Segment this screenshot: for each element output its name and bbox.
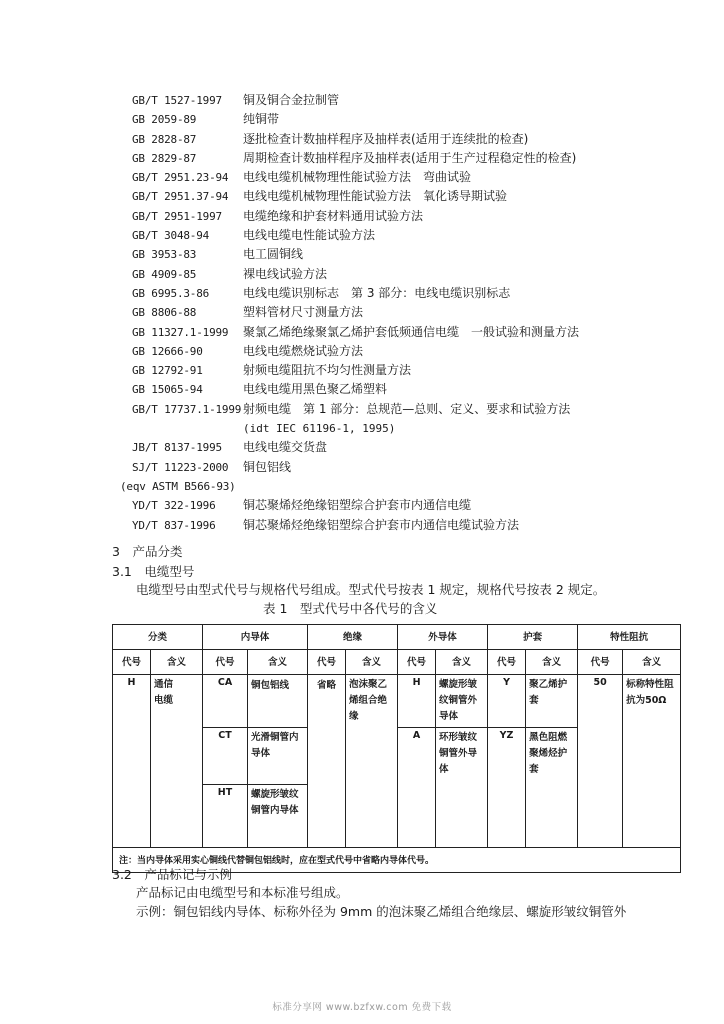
- header-meaning: 含义: [436, 650, 488, 675]
- table-cell: 环形皱纹铜管外导体: [436, 728, 488, 848]
- section-3-1-heading: 3.1 电缆型号: [112, 564, 195, 579]
- reference-code: GB/T 1527-1997: [132, 94, 222, 107]
- reference-title: 射频电缆 第 1 部分：总规范—总则、定义、要求和试验方法: [243, 401, 571, 416]
- reference-title: 电线电缆电性能试验方法: [243, 228, 376, 243]
- reference-title: 塑料管材尺寸测量方法: [243, 305, 364, 320]
- table-cell: 泡沫聚乙烯组合绝缘: [346, 675, 398, 848]
- reference-title: 电线电缆交货盘: [243, 440, 328, 455]
- table-cell: 聚乙烯护套: [526, 675, 578, 728]
- reference-title: (idt IEC 61196-1, 1995): [243, 422, 396, 436]
- reference-code: GB 2828-87: [132, 132, 197, 146]
- section-3-2-heading: 3.2 产品标记与示例: [112, 867, 232, 882]
- reference-title: 逐批检查计数抽样程序及抽样表(适用于连续批的检查): [243, 131, 529, 146]
- table-cell: 光滑铜管内导体: [248, 728, 308, 785]
- header-impedance: 特性阻抗: [578, 625, 681, 650]
- reference-title: 电线电缆用黑色聚乙烯塑料: [243, 382, 388, 397]
- table-cell: 标称特性阻抗为50Ω: [623, 675, 681, 848]
- header-meaning: 含义: [346, 650, 398, 675]
- table-note: 注：当内导体采用实心铜线代替铜包铝线时，应在型式代号中省略内导体代号。: [113, 848, 681, 873]
- table-cell: CT: [203, 728, 248, 785]
- header-classification: 分类: [113, 625, 203, 650]
- reference-item: [132, 323, 692, 342]
- reference-title: 裸电线试验方法: [243, 266, 328, 281]
- reference-item: [132, 207, 692, 226]
- reference-item: [132, 458, 692, 477]
- reference-item: [132, 342, 692, 361]
- reference-item: [132, 361, 692, 380]
- reference-code: JB/T 8137-1995: [132, 441, 222, 455]
- table-cell: YZ: [488, 728, 526, 848]
- table-cell: 50: [578, 675, 623, 848]
- reference-title: 铜芯聚烯烃绝缘铝塑综合护套市内通信电缆试验方法: [243, 517, 520, 532]
- reference-title: 电工圆铜线: [243, 247, 304, 262]
- reference-title: 铜及铜合金拉制管: [243, 93, 340, 107]
- reference-title: 纯铜带: [243, 112, 280, 127]
- header-code: 代号: [578, 650, 623, 675]
- reference-title: 铜包铝线: [243, 459, 292, 474]
- section-3-1-text: 电缆型号由型式代号与规格代号组成。型式代号按表 1 规定，规格代号按表 2 规定。: [136, 582, 606, 597]
- reference-item: [132, 149, 692, 168]
- reference-item: [132, 130, 692, 149]
- reference-code: GB 11327.1-1999: [132, 325, 229, 339]
- reference-title: 电线电缆机械物理性能试验方法 氧化诱导期试验: [243, 189, 508, 204]
- reference-item: [132, 245, 692, 264]
- footer-watermark: 标准分享网 www.bzfxw.com 免费下载: [272, 1002, 452, 1013]
- header-code: 代号: [398, 650, 436, 675]
- reference-code: GB 15065-94: [132, 383, 203, 397]
- reference-item: [132, 168, 692, 187]
- header-code: 代号: [308, 650, 346, 675]
- reference-item: [132, 516, 692, 535]
- reference-item: [132, 284, 692, 303]
- table-row: [113, 675, 681, 728]
- table-cell: Y: [488, 675, 526, 728]
- table-cell: A: [398, 728, 436, 848]
- table-cell: 螺旋形皱纹铜管外导体: [436, 675, 488, 728]
- reference-code: GB 3953-83: [132, 248, 197, 262]
- table-cell: 省略: [308, 675, 346, 848]
- reference-code: GB 2829-87: [132, 151, 197, 165]
- table-cell: H: [398, 675, 436, 728]
- section-3-2-text-1: 产品标记由电缆型号和本标准号组成。: [136, 885, 349, 900]
- reference-code: GB 2059-89: [132, 113, 197, 127]
- reference-code: YD/T 837-1996: [132, 518, 216, 532]
- reference-item: [132, 187, 692, 206]
- table-cell: 通信电缆: [151, 675, 203, 848]
- reference-item: [132, 419, 692, 438]
- header-meaning: 含义: [526, 650, 578, 675]
- reference-title: 电线电缆燃烧试验方法: [243, 343, 364, 358]
- reference-code: GB/T 2951.37-94: [132, 190, 229, 204]
- reference-item: [132, 91, 692, 110]
- reference-title: 电线电缆识别标志 第 3 部分：电线电缆识别标志: [243, 285, 511, 300]
- reference-code: GB 4909-85: [132, 267, 197, 281]
- reference-code: SJ/T 11223-2000: [132, 460, 229, 474]
- table-1-caption: 表 1 型式代号中各代号的含义: [263, 601, 438, 616]
- header-insulation: 绝缘: [308, 625, 398, 650]
- table-header-sub: [113, 650, 681, 675]
- reference-code: GB/T 3048-94: [132, 229, 210, 243]
- header-meaning: 含义: [151, 650, 203, 675]
- reference-code: (eqv ASTM B566-93): [120, 479, 236, 493]
- reference-code: GB 12792-91: [132, 364, 203, 378]
- normative-references-list: [120, 91, 692, 535]
- header-code: 代号: [488, 650, 526, 675]
- reference-item: [132, 496, 692, 515]
- table-cell: 铜包铝线: [248, 675, 308, 728]
- reference-code: YD/T 322-1996: [132, 499, 216, 513]
- reference-item: [120, 477, 692, 496]
- table-header-groups: [113, 625, 681, 650]
- reference-code: GB 6995.3-86: [132, 286, 210, 300]
- header-code: 代号: [113, 650, 151, 675]
- header-code: 代号: [203, 650, 248, 675]
- reference-title: 聚氯乙烯绝缘聚氯乙烯护套低频通信电缆 一般试验和测量方法: [243, 324, 580, 339]
- header-inner-conductor: 内导体: [203, 625, 308, 650]
- table-1: [112, 624, 681, 873]
- reference-item: [132, 438, 692, 457]
- reference-item: [132, 265, 692, 284]
- reference-title: 射频电缆阻抗不均匀性测量方法: [243, 363, 412, 378]
- reference-code: GB/T 2951.23-94: [132, 171, 229, 185]
- reference-code: GB 12666-90: [132, 344, 203, 358]
- header-outer-conductor: 外导体: [398, 625, 488, 650]
- reference-title: 周期检查计数抽样程序及抽样表(适用于生产过程稳定性的检查): [243, 150, 577, 165]
- reference-item: [132, 110, 692, 129]
- table-cell: CA: [203, 675, 248, 728]
- section-3-2-text-2: 示例：铜包铝线内导体、标称外径为 9mm 的泡沫聚乙烯组合绝缘层、螺旋形皱纹铜管外: [136, 904, 627, 919]
- table-cell: H: [113, 675, 151, 848]
- reference-item: [132, 400, 692, 419]
- reference-title: 电线电缆机械物理性能试验方法 弯曲试验: [243, 170, 472, 185]
- reference-code: GB/T 2951-1997: [132, 209, 222, 223]
- reference-title: 铜芯聚烯烃绝缘铝塑综合护套市内通信电缆: [243, 498, 472, 513]
- reference-code: GB/T 17737.1-1999: [132, 402, 242, 416]
- table-cell: 黑色阻燃聚烯烃护套: [526, 728, 578, 848]
- header-sheath: 护套: [488, 625, 578, 650]
- reference-item: [132, 303, 692, 322]
- reference-item: [132, 380, 692, 399]
- reference-code: GB 8806-88: [132, 306, 197, 320]
- header-meaning: 含义: [248, 650, 308, 675]
- section-3-heading: 3 产品分类: [112, 544, 183, 559]
- table-cell: HT: [203, 785, 248, 848]
- header-meaning: 含义: [623, 650, 681, 675]
- reference-title: 电缆绝缘和护套材料通用试验方法: [243, 208, 424, 223]
- table-cell: 螺旋形皱纹铜管内导体: [248, 785, 308, 848]
- reference-item: [132, 226, 692, 245]
